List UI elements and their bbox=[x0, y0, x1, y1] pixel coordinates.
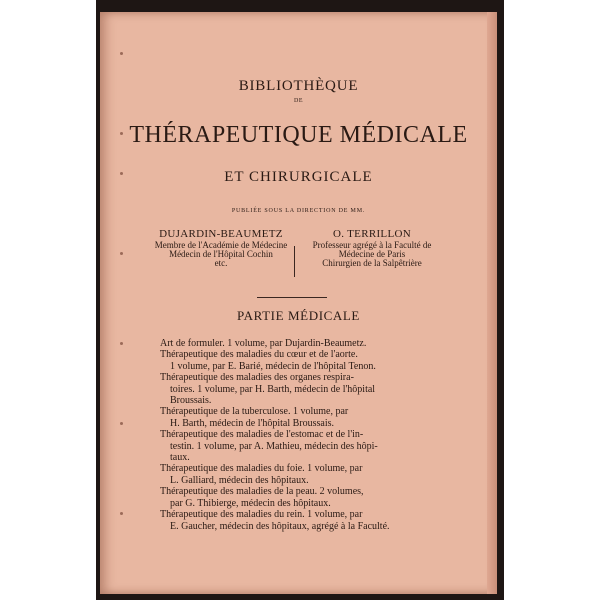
editor-left bbox=[150, 230, 292, 268]
entry-line: Thérapeutique de la tuberculose. 1 volume, par bbox=[160, 406, 349, 418]
entry-line: testin. 1 volume, par A. Mathieu, médecin des hôpi- bbox=[170, 440, 378, 452]
horizontal-rule bbox=[257, 297, 327, 298]
editor-title-line: Chirurgien de la Salpêtrière bbox=[322, 258, 422, 268]
editor-divider bbox=[294, 246, 295, 277]
entry-line: H. Barth, médecin de l'hôpital Broussais. bbox=[170, 417, 334, 429]
entry-line: 1 volume, par E. Barié, médecin de l'hôpital Tenon. bbox=[170, 360, 376, 372]
subtitle: ET CHIRURGICALE bbox=[224, 169, 373, 185]
entry-line: par G. Thibierge, médecin des hôpitaux. bbox=[170, 497, 331, 509]
list-item bbox=[160, 429, 460, 463]
list-item bbox=[160, 486, 460, 509]
editor-right bbox=[298, 230, 446, 268]
list-item bbox=[160, 338, 460, 349]
entry-line: Thérapeutique des maladies de l'estomac et de l'in- bbox=[160, 429, 364, 441]
list-item bbox=[160, 509, 460, 532]
entry-line: Thérapeutique des maladies des organes respira- bbox=[160, 372, 354, 384]
volume-list bbox=[160, 338, 460, 532]
editor-title-line: Membre de l'Académie de Médecine bbox=[154, 240, 288, 250]
entry-line: Thérapeutique des maladies du cœur et de l'aorte. bbox=[160, 349, 358, 361]
list-item bbox=[160, 349, 460, 372]
title-line-1: BIBLIOTHÈQUE bbox=[238, 78, 359, 94]
list-item bbox=[160, 463, 460, 486]
entry-line: taux. bbox=[170, 452, 190, 464]
editor-title-line: Médecine de Paris bbox=[338, 249, 406, 259]
list-item bbox=[160, 406, 460, 429]
editor-name: O. TERRILLON bbox=[333, 228, 411, 240]
entry-line: Art de formuler. 1 volume, par Dujardin-Beaumetz. bbox=[160, 338, 367, 349]
entry-line: Thérapeutique des maladies du rein. 1 volume, par bbox=[160, 509, 363, 521]
page-content bbox=[100, 12, 497, 594]
list-item bbox=[160, 372, 460, 406]
entry-line: Thérapeutique des maladies du foie. 1 volume, par bbox=[160, 463, 363, 475]
editor-title-line: etc. bbox=[214, 258, 228, 268]
section-title: PARTIE MÉDICALE bbox=[237, 308, 360, 323]
main-title: THÉRAPEUTIQUE MÉDICALE bbox=[129, 122, 468, 148]
book-page bbox=[100, 12, 497, 594]
entry-line: E. Gaucher, médecin des hôpitaux, agrégé à la Faculté. bbox=[170, 520, 390, 532]
entry-line: L. Galliard, médecin des hôpitaux. bbox=[170, 474, 309, 486]
direction-line: PUBLIÉE SOUS LA DIRECTION DE MM. bbox=[231, 208, 366, 214]
editor-name: DUJARDIN-BEAUMETZ bbox=[159, 228, 283, 240]
title-line-2: DE bbox=[294, 98, 303, 104]
editor-title-line: Médecin de l'Hôpital Cochin bbox=[169, 249, 273, 259]
editor-title-line: Professeur agrégé à la Faculté de bbox=[312, 240, 432, 250]
entry-line: toires. 1 volume, par H. Barth, médecin de l'hôpital bbox=[170, 383, 376, 395]
entry-line: Broussais. bbox=[170, 395, 212, 407]
entry-line: Thérapeutique des maladies de la peau. 2 volumes, bbox=[160, 486, 364, 498]
